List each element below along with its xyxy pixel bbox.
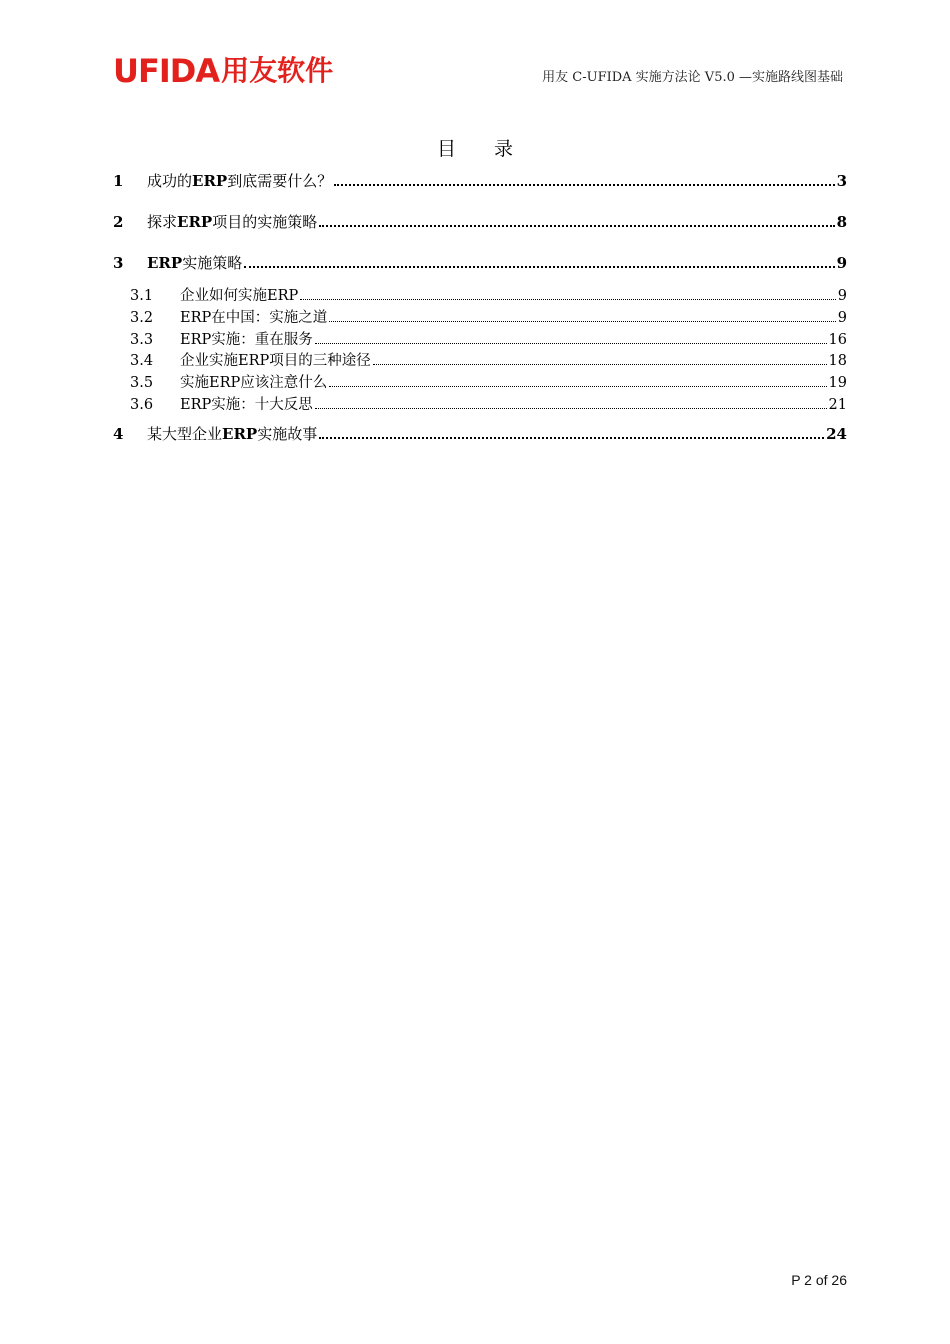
toc-entry-text: ERP在中国：实施之道 xyxy=(180,310,328,326)
toc-entry-number: 3.3 xyxy=(130,332,154,348)
toc-leader-dots xyxy=(244,266,834,268)
toc-entry-2[interactable] xyxy=(113,211,847,232)
toc-entry-number: 1 xyxy=(113,172,124,190)
toc-entry-page: 9 xyxy=(837,310,847,326)
toc-leader-dots xyxy=(334,184,834,186)
toc-entry-text: ERP实施：十大反思 xyxy=(180,397,313,413)
toc-entry-3-5[interactable] xyxy=(113,371,847,392)
toc-entry-page: 24 xyxy=(826,425,847,443)
toc-entry-page: 16 xyxy=(828,332,847,348)
toc-entry-page: 19 xyxy=(828,375,847,391)
page-number: P 2 of 26 xyxy=(791,1272,847,1288)
toc-entry-page: 21 xyxy=(828,397,847,413)
toc-entry-3-2[interactable] xyxy=(113,306,847,327)
toc-entry-3-6[interactable] xyxy=(113,393,847,414)
toc-entry-number: 4 xyxy=(113,425,124,443)
toc-entry-number: 3.2 xyxy=(130,310,154,326)
document-header-title: 用友 C-UFIDA 实施方法论 V5.0 —实施路线图基础 xyxy=(542,70,843,85)
toc-entry-number: 3.6 xyxy=(130,397,154,413)
toc-entry-text: 企业实施ERP项目的三种途径 xyxy=(180,353,371,369)
toc-entry-3-4[interactable] xyxy=(113,349,847,370)
toc-entry-text: 实施ERP应该注意什么 xyxy=(180,375,328,391)
toc-entry-number: 3 xyxy=(113,254,124,272)
toc-leader-dots xyxy=(315,343,827,344)
toc-entry-text: ERP实施策略 xyxy=(147,254,243,272)
logo-latin-text: UFIDA xyxy=(113,52,220,90)
toc-entry-1[interactable] xyxy=(113,170,847,191)
toc-entry-text: 某大型企业ERP实施故事 xyxy=(147,425,318,443)
logo-cjk-text: 用友软件 xyxy=(221,54,334,87)
toc-entry-number: 2 xyxy=(113,213,124,231)
toc-entry-text: 探求ERP项目的实施策略 xyxy=(147,213,318,231)
toc-entry-page: 9 xyxy=(836,254,847,272)
toc-leader-dots xyxy=(319,437,824,439)
toc-entry-text: ERP实施：重在服务 xyxy=(180,332,313,348)
toc-entry-3-3[interactable] xyxy=(113,328,847,349)
toc-entry-page: 18 xyxy=(828,353,847,369)
toc-entry-3-1[interactable] xyxy=(113,284,847,305)
toc-title: 目 录 xyxy=(436,138,530,160)
toc-entry-4[interactable] xyxy=(113,423,847,444)
toc-entry-text: 成功的ERP到底需要什么？ xyxy=(147,172,333,190)
toc-entry-page: 9 xyxy=(837,288,847,304)
toc-entry-text: 企业如何实施ERP xyxy=(180,288,299,304)
toc-leader-dots xyxy=(319,225,834,227)
toc-entry-page: 3 xyxy=(836,172,847,190)
ufida-logo xyxy=(113,54,333,88)
toc-leader-dots xyxy=(300,299,836,300)
toc-leader-dots xyxy=(373,364,827,365)
toc-leader-dots xyxy=(329,321,836,322)
toc-entry-3[interactable] xyxy=(113,252,847,273)
toc-entry-number: 3.4 xyxy=(130,353,154,369)
toc-entry-number: 3.1 xyxy=(130,288,154,304)
toc-leader-dots xyxy=(329,386,826,387)
toc-entry-number: 3.5 xyxy=(130,375,154,391)
toc-entry-page: 8 xyxy=(836,213,847,231)
toc-leader-dots xyxy=(315,408,827,409)
